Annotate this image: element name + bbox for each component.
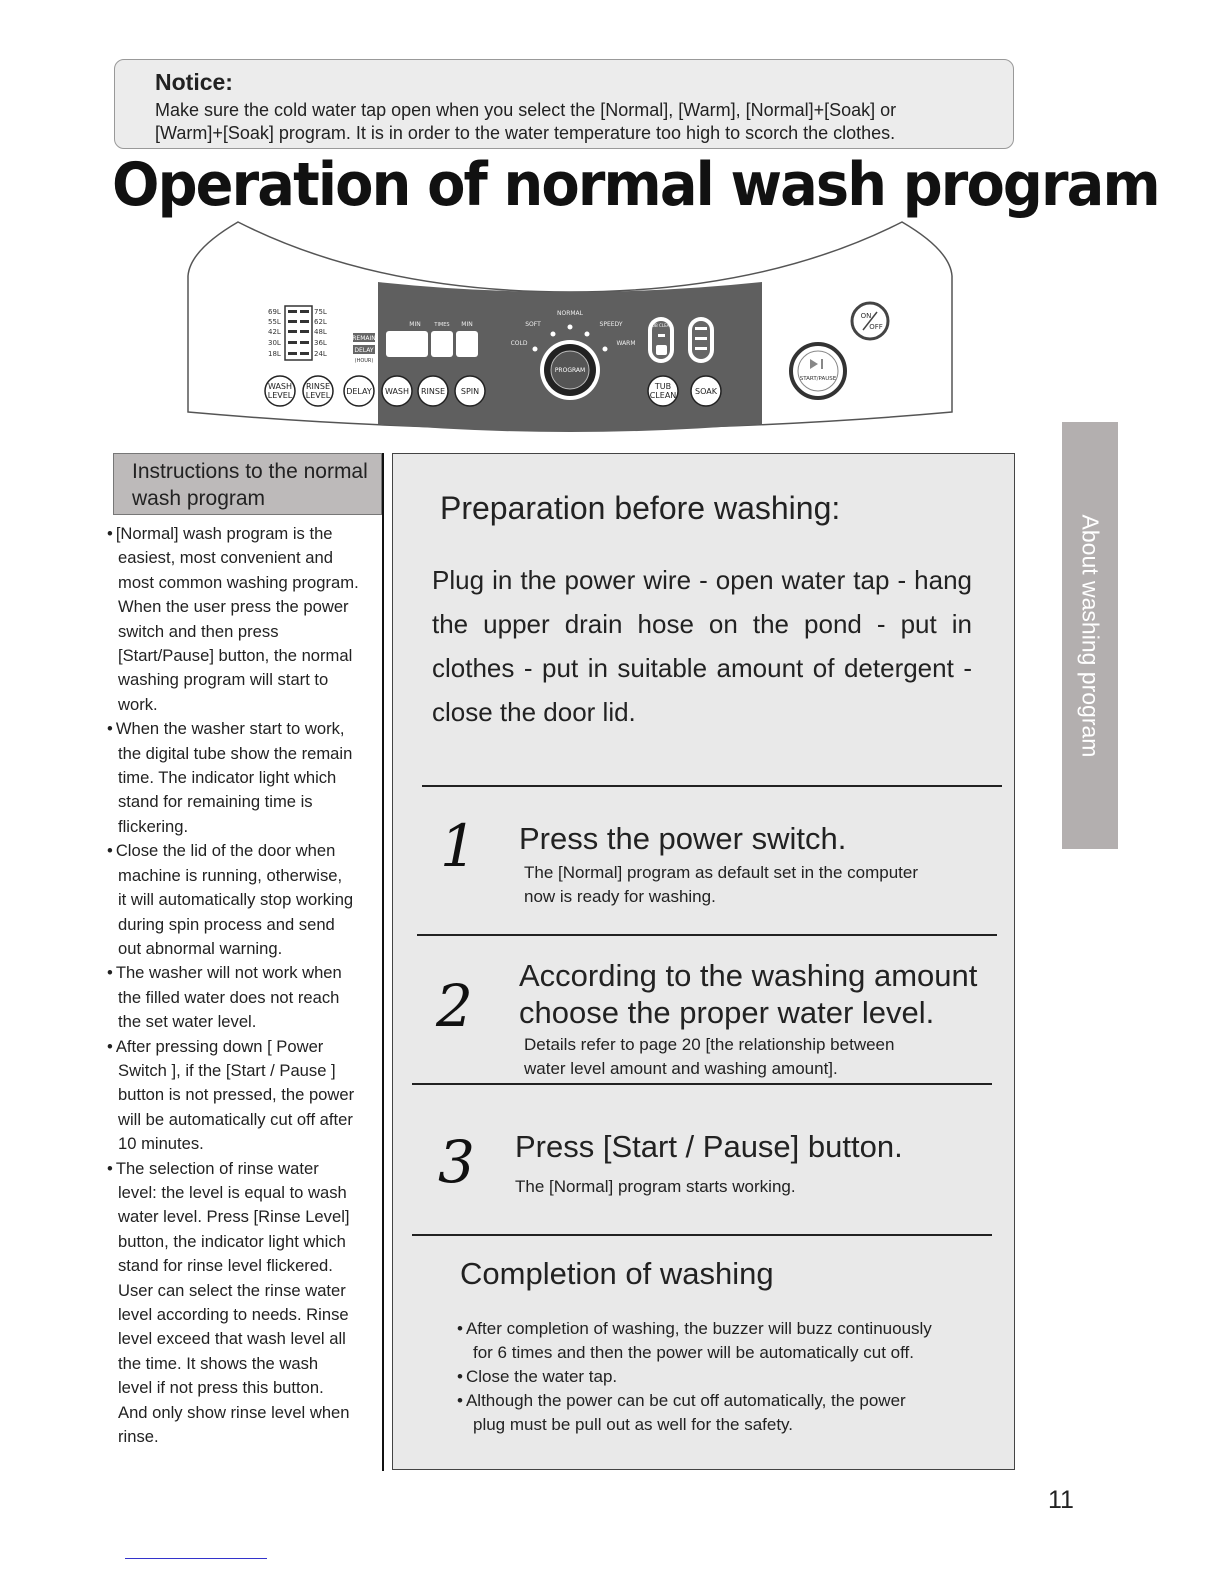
instruction-line: work.: [118, 694, 158, 714]
instruction-line: the time. It shows the wash: [118, 1353, 319, 1373]
preparation-title: Preparation before washing:: [440, 490, 841, 526]
notice-line-2: [Warm]+[Soak] program. It is in order to the water temperature too high to scorch the clothes.: [155, 123, 896, 143]
instruction-line: the set water level.: [118, 1012, 257, 1032]
instructions-header: [113, 453, 382, 515]
mode-warm: WARM: [616, 340, 636, 347]
page-number: 11: [1048, 1486, 1074, 1514]
level-30L: 30L: [268, 339, 281, 347]
display-label-min-2: MIN: [461, 321, 473, 328]
level-69L: 69L: [268, 308, 281, 316]
completion-line: • Although the power can be cut off automatically, the power: [457, 1389, 987, 1413]
wash-level-label-1: WASH: [267, 382, 293, 391]
display-label-times: TIMES: [434, 322, 450, 328]
instruction-line: button is not pressed, the power: [118, 1085, 355, 1105]
start-pause-button[interactable]: [791, 344, 845, 398]
instruction-line: • When the washer start to work,: [107, 717, 382, 741]
notice-title: Notice:: [155, 69, 233, 95]
power-on-label: ON: [860, 312, 872, 320]
pause-icon: [821, 359, 823, 369]
divider-step-1: [417, 934, 997, 936]
side-tab-label: About washing program: [1077, 514, 1104, 757]
completion-list: [457, 1317, 987, 1437]
tub-clean-indicator-label: TUB CLEAN: [649, 323, 673, 328]
control-panel-diagram: [186, 214, 954, 438]
level-75L: 75L: [314, 308, 327, 316]
divider-step-3: [412, 1234, 992, 1236]
instruction-line: • The washer will not work when: [107, 961, 382, 985]
instruction-line: switch and then press: [118, 621, 279, 641]
step-2-text-2: water level amount and washing amount].: [524, 1059, 838, 1078]
instruction-line: most common washing program.: [118, 572, 359, 592]
page-title: Operation of normal wash program: [112, 150, 1159, 220]
level-24L: 24L: [314, 350, 327, 358]
step-3-text: The [Normal] program starts working.: [515, 1177, 796, 1196]
step-2-text-1: Details refer to page 20 [the relationship between: [524, 1035, 895, 1054]
instruction-line: button, the indicator light which: [118, 1231, 346, 1251]
power-off-label: OFF: [869, 323, 883, 331]
level-42L: 42L: [268, 328, 281, 336]
instruction-line: level exceed that wash level all: [118, 1329, 346, 1349]
divider-prep: [422, 785, 1002, 787]
completion-line: • After completion of washing, the buzzer will buzz continuously: [457, 1317, 987, 1341]
instruction-line: level: the level is equal to wash: [118, 1182, 347, 1202]
completion-line: • Close the water tap.: [457, 1365, 987, 1389]
step-3-title: Press [Start / Pause] button.: [515, 1129, 903, 1164]
remain-label: REMAIN: [352, 335, 376, 342]
instruction-line: time. The indicator light which: [118, 768, 337, 788]
rinse-button-label: RINSE: [420, 387, 446, 396]
step-2-title-2: choose the proper water level.: [519, 995, 935, 1030]
instruction-line: level according to needs. Rinse: [118, 1305, 349, 1324]
instruction-line: rinse.: [118, 1427, 159, 1447]
mode-soft: SOFT: [525, 321, 541, 328]
instruction-line: will be automatically cut off after: [118, 1109, 353, 1129]
wash-level-label-2: LEVEL: [267, 391, 293, 400]
instructions-header-line-1: Instructions to the normal: [132, 460, 368, 483]
divider-step-2: [412, 1083, 992, 1085]
instruction-line: Switch ], if the [Start / Pause ]: [118, 1060, 336, 1080]
delay-button-label: DELAY: [346, 387, 372, 396]
instructions-list: [107, 522, 382, 1449]
instruction-line: during spin process and send: [118, 914, 335, 934]
program-button-label: PROGRAM: [554, 367, 586, 374]
level-62L: 62L: [314, 318, 327, 326]
instruction-line: stand for rinse level flickered.: [118, 1256, 333, 1276]
completion-title: Completion of washing: [460, 1256, 774, 1291]
instruction-line: it will automatically stop working: [118, 890, 354, 910]
wash-button-label: WASH: [384, 387, 410, 396]
instruction-line: out abnormal warning.: [118, 938, 283, 958]
display-label-min-1: MIN: [409, 321, 421, 328]
mode-cold: COLD: [510, 340, 528, 347]
instruction-line: User can select the rinse water: [118, 1280, 346, 1300]
step-1-text-2: now is ready for washing.: [524, 887, 716, 906]
instruction-line: the filled water does not reach: [118, 987, 340, 1007]
start-pause-label: START/PAUSE: [799, 376, 837, 382]
instruction-line: And only show rinse level when: [118, 1402, 350, 1422]
spin-button-label: SPIN: [460, 387, 480, 396]
instruction-line: washing program will start to: [118, 670, 329, 690]
step-2-title-1: According to the washing amount: [519, 958, 978, 993]
completion-line: for 6 times and then the power will be automatically cut off.: [473, 1343, 914, 1362]
mode-normal: NORMAL: [556, 310, 584, 317]
column-divider: [382, 453, 384, 1471]
level-55L: 55L: [268, 318, 281, 326]
footer-line: [125, 1558, 267, 1559]
step-1-text-1: The [Normal] program as default set in the computer: [524, 863, 919, 882]
instruction-line: 10 minutes.: [118, 1134, 204, 1154]
mode-speedy: SPEEDY: [599, 321, 623, 328]
completion-line: plug must be pull out as well for the safety.: [473, 1415, 794, 1434]
notice-line-1: Make sure the cold water tap open when you select the [Normal], [Warm], [Normal]+[Soak] or: [155, 100, 897, 120]
step-3-number: 3: [438, 1128, 475, 1196]
preparation-text: Plug in the power wire - open water tap - hang the upper drain hose on the pond - put in clothes - put in suitable amount of detergent - close the door lid.: [432, 565, 972, 727]
soak-button-label: SOAK: [695, 387, 717, 396]
level-36L: 36L: [314, 339, 327, 347]
step-1-number: 1: [440, 812, 477, 880]
instruction-line: the digital tube show the remain: [118, 743, 353, 763]
instruction-line: When the user press the power: [118, 597, 349, 617]
instruction-line: easiest, most convenient and: [118, 548, 333, 568]
remain-delay-indicators: [352, 333, 376, 364]
notice-box: [114, 59, 1014, 149]
instruction-line: • The selection of rinse water: [107, 1157, 382, 1181]
step-1-title: Press the power switch.: [519, 821, 847, 856]
instructions-header-line-2: wash program: [132, 487, 266, 510]
rinse-level-label-1: RINSE: [305, 382, 331, 391]
delay-indicator-label: DELAY: [354, 347, 374, 354]
instruction-line: flickering.: [118, 816, 189, 836]
step-2-number: 2: [436, 972, 473, 1040]
instruction-line: • [Normal] wash program is the: [107, 522, 382, 546]
instruction-line: water level. Press [Rinse Level]: [118, 1207, 350, 1227]
side-tab: [1062, 422, 1118, 849]
hour-label: (HOUR): [354, 358, 374, 364]
instruction-line: machine is running, otherwise,: [118, 865, 343, 885]
instruction-line: • After pressing down [ Power: [107, 1035, 382, 1059]
instruction-line: [Start/Pause] button, the normal: [118, 646, 353, 666]
instruction-line: stand for remaining time is: [118, 792, 313, 812]
level-48L: 48L: [314, 328, 327, 336]
instruction-line: • Close the lid of the door when: [107, 839, 382, 863]
tub-clean-label-2: CLEAN: [649, 391, 677, 400]
level-18L: 18L: [268, 350, 281, 358]
rinse-level-label-2: LEVEL: [305, 391, 331, 400]
instruction-line: level if not press this button.: [118, 1378, 324, 1398]
tub-clean-label-1: TUB: [654, 382, 672, 391]
